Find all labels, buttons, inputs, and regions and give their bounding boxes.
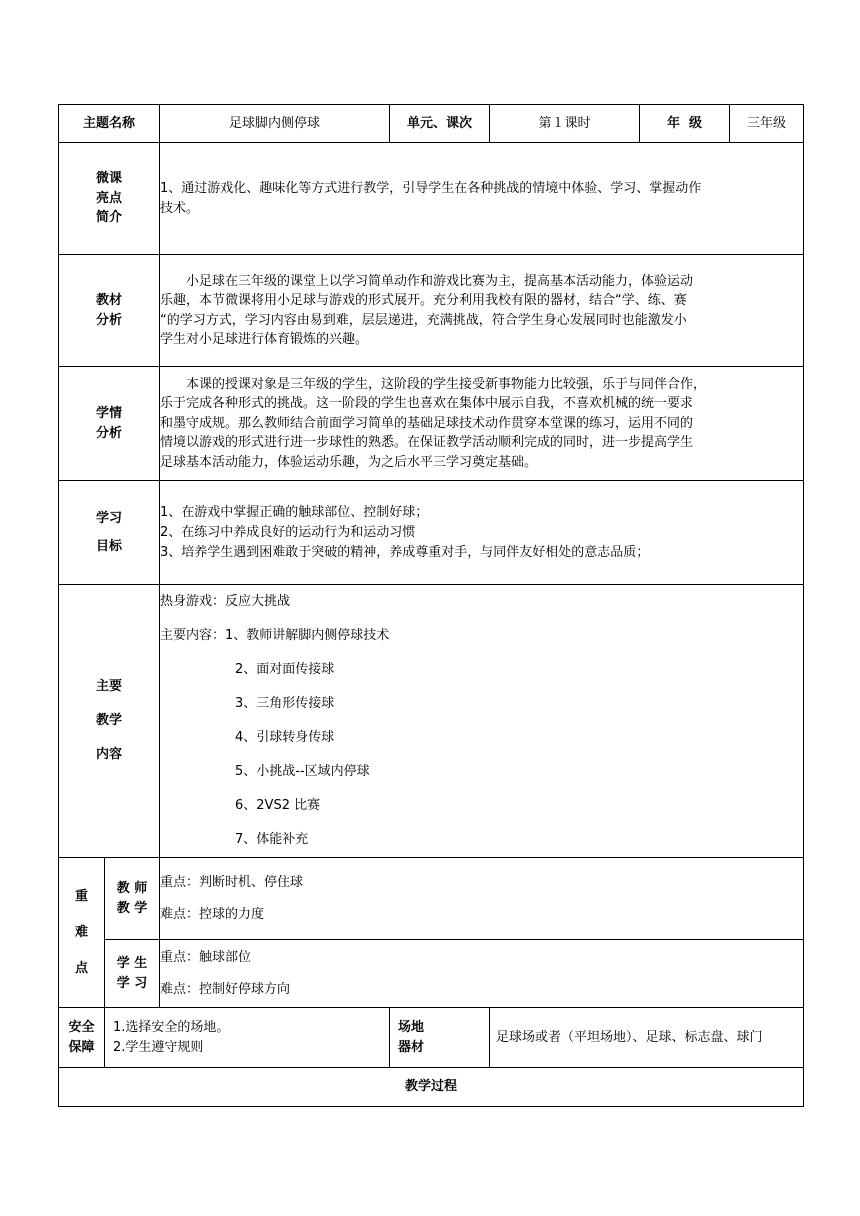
material-row — [59, 255, 804, 367]
safety-label: 安全 保障 — [59, 1008, 105, 1068]
process-row — [59, 1068, 804, 1107]
content-item: 3、三角形传接球 — [235, 696, 335, 711]
topic-value: 足球脚内侧停球 — [160, 105, 390, 143]
lesson-plan-table — [58, 104, 804, 1107]
safety-body: 1.选择安全的场地。 2.学生遵守规则 — [105, 1008, 390, 1068]
content-body — [160, 585, 804, 858]
highlights-body: 1、通过游戏化、趣味化等方式进行教学，引导学生在各种挑战的情境中体验、学习、掌握动作 技术。 — [160, 143, 804, 255]
unit-label: 单元、课次 — [390, 105, 490, 143]
learners-body: 本课的授课对象是三年级的学生，这阶段的学生接受新事物能力比较强，乐于与同伴合作， 乐于完成各种形式的挑战。这一阶段的学生也喜欢在集体中展示自我，不喜欢机械的统一要求 和墨守成规。那么教师结合前面学习简单的基础足球技术动作贯穿本堂课的练习，运用不同的 情境以游戏的形式进行进一步球性的熟悉。在保证教学活动顺利完成的同时，进一步提高学生 足球基本活动能力，体验运动乐趣，为之后水平三学习奠定基础。 — [160, 367, 804, 481]
focus-student-row — [59, 940, 804, 1008]
teacher-label: 教 师 教 学 — [105, 858, 160, 940]
venue-value: 足球场或者（平坦场地）、足球、标志盘、球门 — [490, 1008, 804, 1068]
content-row — [59, 585, 804, 858]
main-content-line: 主要内容：1、教师讲解脚内侧停球技术 — [160, 628, 390, 643]
warmup-line: 热身游戏：反应大挑战 — [160, 594, 291, 609]
student-label: 学 生 学 习 — [105, 940, 160, 1008]
grade-value: 三年级 — [730, 105, 804, 143]
focus-teacher-row — [59, 858, 804, 940]
process-heading: 教学过程 — [59, 1068, 804, 1107]
highlights-label: 微课 亮点 简介 — [59, 143, 160, 255]
material-body: 小足球在三年级的课堂上以学习简单动作和游戏比赛为主，提高基本活动能力，体验运动 乐趣，本节微课将用小足球与游戏的形式展开。充分利用我校有限的器材，结合“学、练、赛 “的学习方式，学习内容由易到难，层层递进，充满挑战，符合学生身心发展同时也能激发小 学生对小足球进行体育锻炼的兴趣。 — [160, 255, 804, 367]
student-focus-body: 重点：触球部位 难点：控制好停球方向 — [160, 940, 804, 1008]
topic-label: 主题名称 — [59, 105, 160, 143]
goals-row — [59, 481, 804, 585]
safety-row — [59, 1008, 804, 1068]
highlights-row — [59, 143, 804, 255]
focus-label: 重 难 点 — [59, 858, 105, 1008]
material-label: 教材 分析 — [59, 255, 160, 367]
header-row — [59, 105, 804, 143]
learners-row — [59, 367, 804, 481]
content-item: 2、面对面传接球 — [235, 662, 335, 677]
learners-label: 学情 分析 — [59, 367, 160, 481]
teacher-focus-body: 重点：判断时机、停住球 难点：控球的力度 — [160, 858, 804, 940]
venue-label: 场地 器材 — [390, 1008, 490, 1068]
content-item: 5、小挑战--区域内停球 — [235, 764, 370, 779]
goal-item: 2、在练习中养成良好的运动行为和运动习惯 — [160, 524, 416, 540]
unit-value: 第１课时 — [490, 105, 640, 143]
goals-label: 学习 目标 — [59, 481, 160, 585]
goals-body — [160, 481, 804, 585]
grade-label: 年 级 — [640, 105, 730, 143]
content-label: 主要 教学 内容 — [59, 585, 160, 858]
content-item: 6、2VS2 比赛 — [235, 798, 321, 813]
goal-item: 1、在游戏中掌握正确的触球部位、控制好球； — [160, 504, 429, 520]
content-item: 4、引球转身传球 — [235, 730, 335, 745]
content-item: 7、体能补充 — [235, 832, 309, 847]
goal-item: 3、培养学生遇到困难敢于突破的精神，养成尊重对手，与同伴友好相处的意志品质； — [160, 544, 650, 560]
